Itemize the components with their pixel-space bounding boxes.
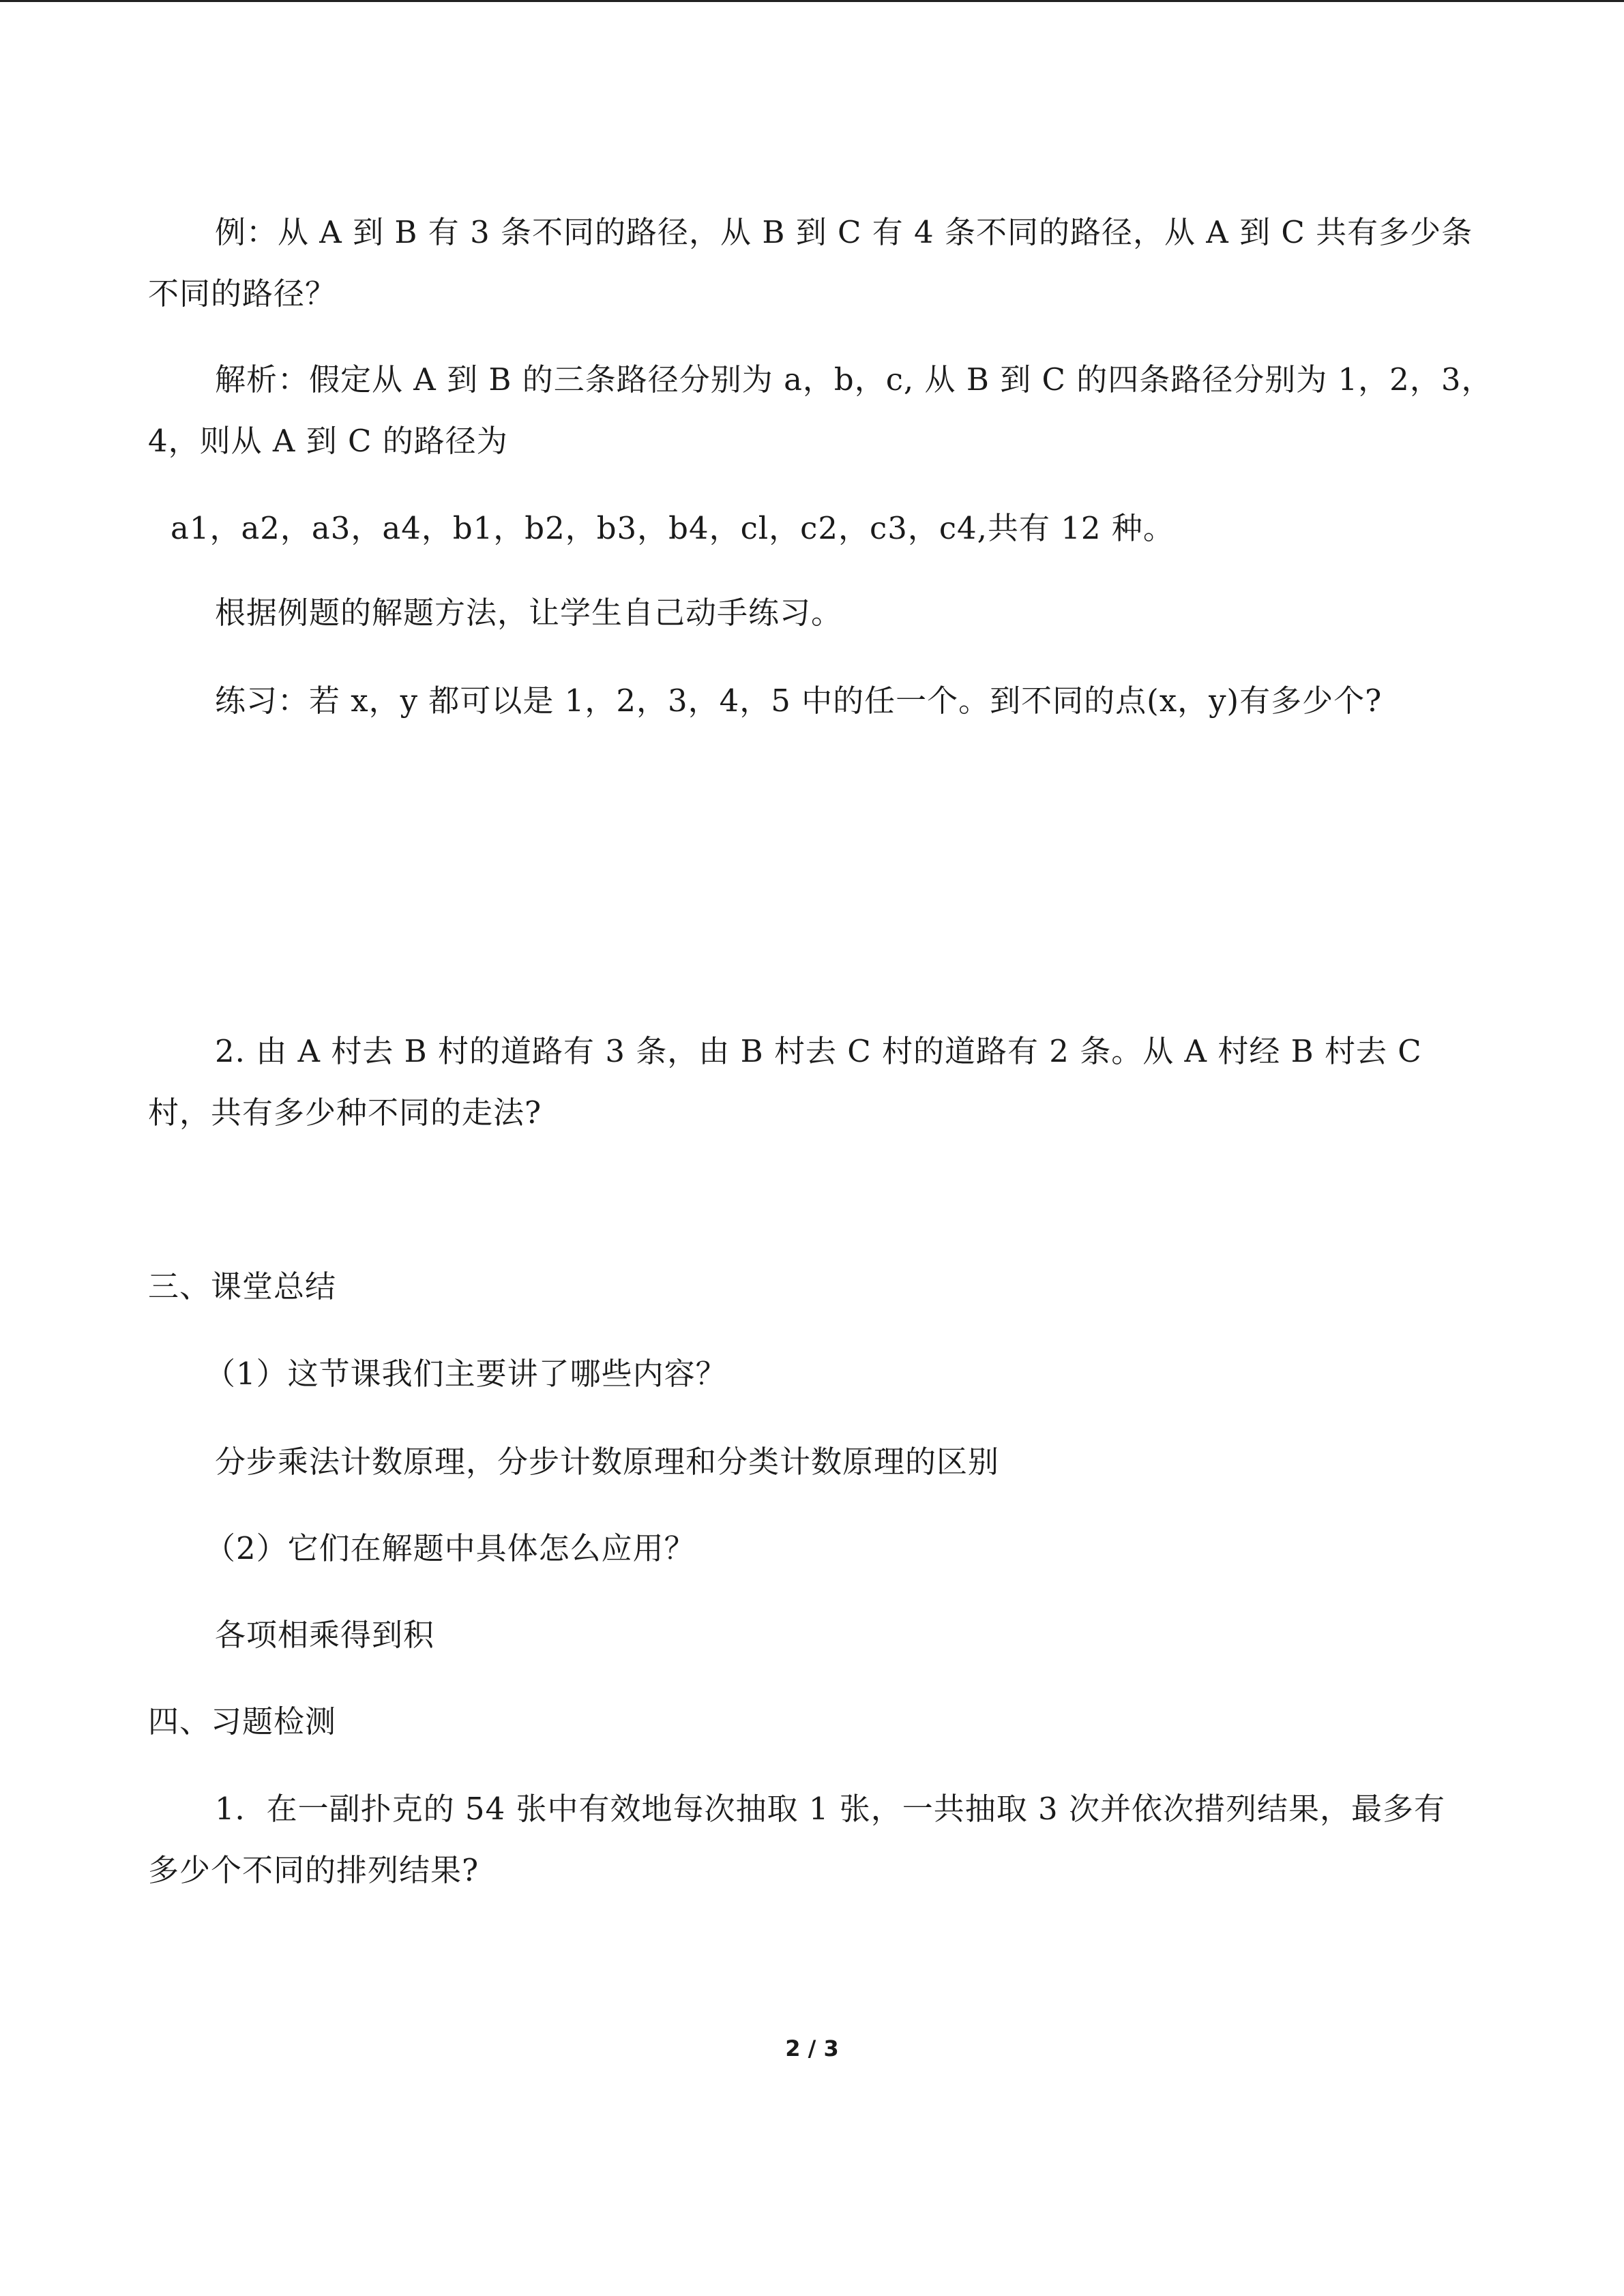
exercise-1-line-1: 1．在一副扑克的 54 张中有效地每次抽取 1 张，一共抽取 3 次并依次措列结果，最多有: [215, 1791, 1445, 1827]
question-2-line-2: 村，共有多少种不同的走法?: [148, 1094, 542, 1131]
section-heading-exercises: 四、习题检测: [148, 1703, 337, 1740]
question-2-line-1: 2. 由 A 村去 B 村的道路有 3 条，由 B 村去 C 村的道路有 2 条。从 A 村经 B 村去 C: [215, 1033, 1422, 1069]
analysis-line-1: 解析：假定从 A 到 B 的三条路径分别为 a，b，c, 从 B 到 C 的四条路径分别为 1，2，3，: [215, 361, 1493, 398]
path-list-line: a1，a2，a3，a4，b1，b2，b3，b4，cl，c2，c3，c4,共有 12 种。: [171, 510, 1175, 546]
exercise-1-line-2: 多少个不同的排列结果?: [148, 1852, 479, 1888]
practice-question-line: 练习：若 x，y 都可以是 1，2，3，4，5 中的任一个。到不同的点(x，y)有多少个?: [215, 683, 1383, 719]
summary-question-2: （2）它们在解题中具体怎么应用？: [205, 1530, 696, 1566]
practice-intro-line: 根据例题的解题方法，让学生自己动手练习。: [215, 595, 843, 631]
example-question-line-1: 例：从 A 到 B 有 3 条不同的路径，从 B 到 C 有 4 条不同的路径，从 A 到 C 共有多少条: [215, 214, 1473, 250]
page-number: 2 / 3: [785, 2036, 839, 2061]
analysis-line-2: 4，则从 A 到 C 的路径为: [148, 423, 508, 459]
summary-answer-2: 各项相乘得到积: [215, 1617, 435, 1653]
example-question-line-2: 不同的路径？: [148, 275, 337, 312]
section-heading-summary: 三、课堂总结: [148, 1268, 337, 1304]
summary-question-1: （1）这节课我们主要讲了哪些内容？: [205, 1356, 727, 1392]
summary-answer-1: 分步乘法计数原理，分步计数原理和分类计数原理的区别: [215, 1444, 1000, 1480]
